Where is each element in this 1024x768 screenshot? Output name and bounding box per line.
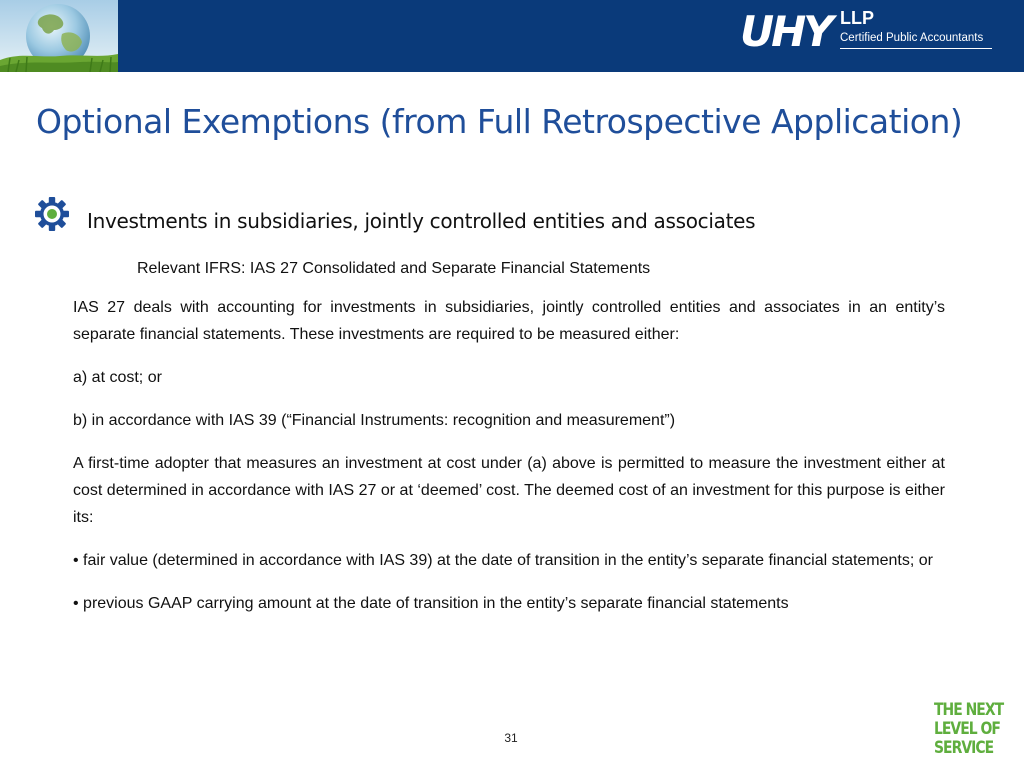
- paragraph: IAS 27 deals with accounting for investments in subsidiaries, jointly controlled entities and associates in an entity’s separate financial statements. These investments are required to be measured either:: [73, 299, 945, 343]
- body-text: [73, 294, 945, 633]
- section-heading: Investments in subsidiaries, jointly controlled entities and associates: [87, 209, 756, 233]
- logo-mark: UHY: [740, 7, 831, 56]
- paragraph: • fair value (determined in accordance with IAS 39) at the date of transition in the entity’s separate financial statements; or: [73, 552, 933, 569]
- paragraph: a) at cost; or: [73, 369, 162, 386]
- tagline-logo: [934, 700, 1004, 758]
- slide-title: Optional Exemptions (from Full Retrospective Application): [36, 102, 963, 141]
- tagline-line: LEVEL OF: [934, 719, 1000, 739]
- relevant-ifrs: Relevant IFRS: IAS 27 Consolidated and Separate Financial Statements: [137, 260, 651, 277]
- logo-subtitle: Certified Public Accountants: [840, 32, 984, 44]
- tagline-line: THE NEXT: [934, 700, 1004, 720]
- globe-image: [0, 0, 118, 72]
- tagline-line: SERVICE: [934, 738, 994, 758]
- paragraph: A first-time adopter that measures an investment at cost under (a) above is permitted to measure the investment either at cost determined in accordance with IAS 27 or at ‘deemed’ cost. The deemed cost of an investment for this purpose is either its:: [73, 455, 945, 526]
- logo-divider: [840, 48, 992, 49]
- header-bar: [0, 0, 1024, 72]
- page-number: 31: [504, 731, 518, 745]
- paragraph: • previous GAAP carrying amount at the date of transition in the entity’s separate financial statements: [73, 595, 789, 612]
- gear-icon: [33, 195, 71, 233]
- uhy-logo: [740, 6, 1000, 66]
- paragraph: b) in accordance with IAS 39 (“Financial Instruments: recognition and measurement”): [73, 412, 676, 429]
- logo-llp: LLP: [840, 8, 874, 28]
